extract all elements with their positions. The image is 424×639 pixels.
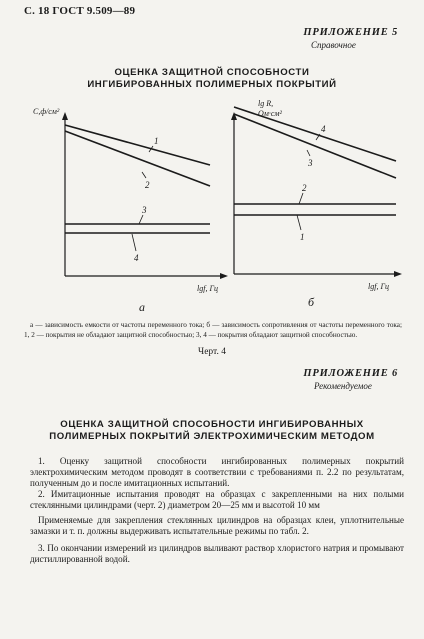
figure-caption: а — зависимость емкости от частоты переменного тока; б — зависимость сопротивления от частоты переменного тока; 1, 2 — покрытия не обладают защитной способностью; 3, 4 — покрытия обладают защитной способностью. xyxy=(24,321,402,339)
chart-b-label-4: 4 xyxy=(321,124,326,134)
chart-a-label-3: 3 xyxy=(142,205,147,215)
figure-4-charts xyxy=(0,92,424,297)
appendix-5-subtitle: Справочное xyxy=(311,40,356,50)
appendix-6-title: ПРИЛОЖЕНИЕ 6 xyxy=(303,368,398,379)
chart-b-sublabel: б xyxy=(308,295,315,309)
paragraph-1: 1. Оценку защитной способности ингибированных полимерных покрытий электрохимическим методом проводят в соответствии с требованиями п. 2.2 по результатам, полученным до и после имитационных испытаний. xyxy=(30,456,404,488)
chart-b-y-label-line2: Ом·см² xyxy=(258,109,282,118)
chart-b-y-label-line1: lg R, xyxy=(258,99,274,108)
figure-label: Черт. 4 xyxy=(198,347,226,357)
chart-a-leader-2 xyxy=(142,172,146,178)
chart-a-x-label: lgf, Гц xyxy=(197,284,218,293)
paragraph-3: Применяемые для закрепления стеклянных цилиндров на образцах клеи, уплотнительные замазки и т. п. должны выдерживать испытательные режимы по табл. 2. xyxy=(30,515,404,536)
appendix-5-title: ПРИЛОЖЕНИЕ 5 xyxy=(303,27,398,38)
chart-b-x-label: lgf, Гц xyxy=(368,282,389,291)
section-2-title-line1: ОЦЕНКА ЗАЩИТНОЙ СПОСОБНОСТИ ИНГИБИРОВАННЫХ xyxy=(60,419,364,430)
chart-b-label-3: 3 xyxy=(308,158,313,168)
chart-a-label-2: 2 xyxy=(145,180,150,190)
chart-b-curve-3 xyxy=(234,114,396,178)
chart-b-leader-2 xyxy=(299,193,303,204)
paragraph-4: 3. По окончании измерений из цилиндров выливают раствор хлористого натрия и промывают дистиллированной водой. xyxy=(30,543,404,564)
paragraph-2: 2. Имитационные испытания проводят на образцах с закрепленными на них полыми стеклянными цилиндрами (черт. 2) диаметром 20—25 мм и высотой 10 мм xyxy=(30,489,404,510)
page-header: С. 18 ГОСТ 9.509—89 xyxy=(24,5,136,17)
chart-a-label-4: 4 xyxy=(134,253,139,263)
chart-a-label-1: 1 xyxy=(154,136,159,146)
section-2-title-line2: ПОЛИМЕРНЫХ ПОКРЫТИЙ ЭЛЕКТРОХИМИЧЕСКИМ МЕТОДОМ xyxy=(49,431,375,442)
chart-b-leader-1 xyxy=(297,215,301,230)
chart-a-leader-4 xyxy=(132,234,136,251)
chart-a-y-label: C,ф/см² xyxy=(33,107,60,116)
section-1-title-line1: ОЦЕНКА ЗАЩИТНОЙ СПОСОБНОСТИ xyxy=(114,67,310,78)
chart-a-sublabel: а xyxy=(139,300,145,314)
chart-a-y-arrow xyxy=(62,112,68,120)
chart-a-x-arrow xyxy=(220,273,228,279)
chart-b xyxy=(231,99,402,291)
chart-a xyxy=(33,107,228,293)
chart-b-y-arrow xyxy=(231,112,237,120)
chart-b-label-2: 2 xyxy=(302,183,307,193)
chart-b-leader-3 xyxy=(307,150,310,156)
chart-b-x-arrow xyxy=(394,271,402,277)
appendix-6-subtitle: Рекомендуемое xyxy=(314,381,372,391)
section-1-title-line2: ИНГИБИРОВАННЫХ ПОЛИМЕРНЫХ ПОКРЫТИЙ xyxy=(87,79,337,90)
chart-a-leader-3 xyxy=(139,215,143,224)
chart-b-label-1: 1 xyxy=(300,232,305,242)
